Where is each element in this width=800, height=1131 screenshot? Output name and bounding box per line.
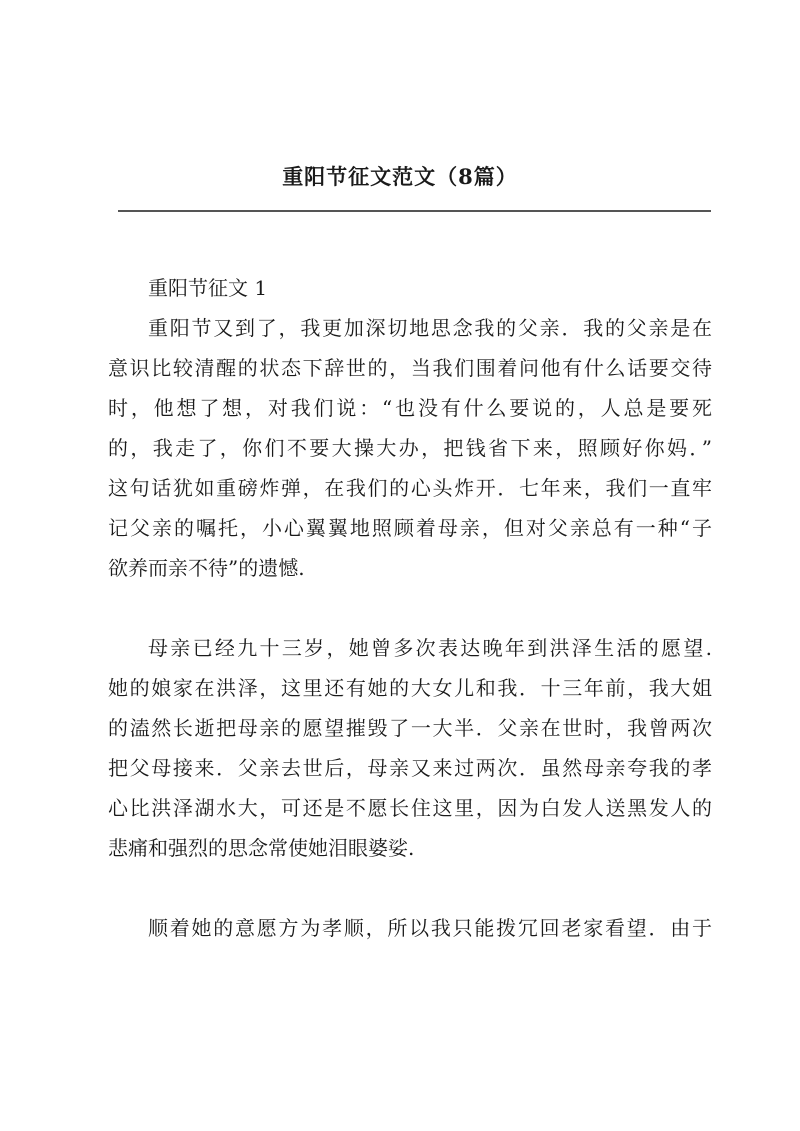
paragraph-line: 心比洪泽湖水大，可还是不愿长住这里，因为白发人送黑发人的 bbox=[108, 796, 712, 820]
paragraph-line: 悲痛和强烈的思念常使她泪眼婆娑. bbox=[108, 836, 415, 860]
paragraph-line: 她的娘家在洪泽，这里还有她的大女儿和我．十三年前，我大姐 bbox=[108, 676, 712, 700]
paragraph-line: 把父母接来．父亲去世后，母亲又来过两次．虽然母亲夸我的孝 bbox=[108, 756, 712, 780]
paragraph-2 bbox=[108, 628, 712, 868]
paragraph-line: 的，我走了，你们不要大操大办，把钱省下来，照顾好你妈．” bbox=[108, 436, 712, 460]
paragraph-1 bbox=[108, 308, 712, 588]
paragraph-line: 的溘然长逝把母亲的愿望摧毁了一大半．父亲在世时，我曾两次 bbox=[108, 716, 712, 740]
paragraph-line: 顺着她的意愿方为孝顺，所以我只能拨冗回老家看望．由于 bbox=[148, 916, 712, 940]
paragraph-spacer bbox=[108, 868, 712, 908]
paragraph-3 bbox=[108, 908, 712, 948]
paragraph-spacer bbox=[108, 588, 712, 628]
paragraph-line: 欲养而亲不待”的遗憾. bbox=[108, 556, 305, 580]
document-body bbox=[108, 268, 712, 948]
paragraph-line: 时，他想了想，对我们说：“也没有什么要说的，人总是要死 bbox=[108, 396, 712, 420]
paragraph-line: 意识比较清醒的状态下辞世的，当我们围着问他有什么话要交待 bbox=[108, 356, 712, 380]
title-divider bbox=[118, 210, 711, 212]
paragraph-line: 记父亲的嘱托，小心翼翼地照顾着母亲，但对父亲总有一种“子 bbox=[108, 516, 712, 540]
section-heading: 重阳节征文 1 bbox=[148, 276, 268, 300]
paragraph-line: 母亲已经九十三岁，她曾多次表达晚年到洪泽生活的愿望. bbox=[148, 636, 712, 660]
document-title: 重阳节征文范文（8篇） bbox=[282, 164, 518, 189]
paragraph-line: 重阳节又到了，我更加深切地思念我的父亲．我的父亲是在 bbox=[148, 316, 712, 340]
paragraph-line: 这句话犹如重磅炸弹，在我们的心头炸开．七年来，我们一直牢 bbox=[108, 476, 712, 500]
